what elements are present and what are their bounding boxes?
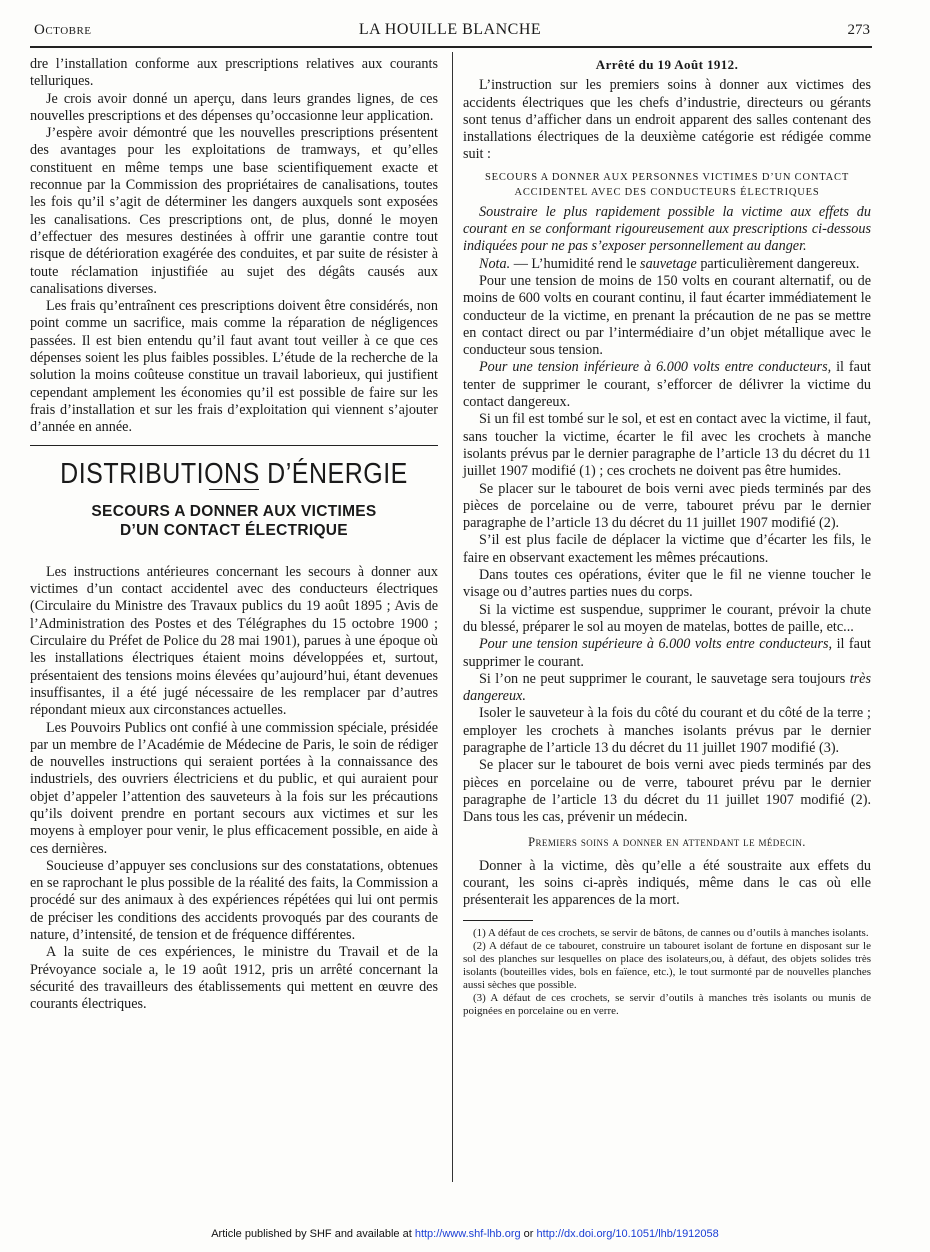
paragraph: Se placer sur le tabouret de bois verni avec pieds terminés par des pièces en porcelaine ou de verre, tabouret prévu par le dernier paragraphe de l’article 13 du décret du 11 juillet 1907 modifié (2). Dans tous les cas, prévenir un médecin. xyxy=(463,757,871,826)
heading-line: SECOURS A DONNER AUX PERSONNES VICTIMES D’UN CONTACT xyxy=(484,171,850,183)
paragraph xyxy=(463,359,871,411)
publication-footer xyxy=(0,1228,930,1240)
paragraph: dre l’installation conforme aux prescriptions relatives aux courants telluriques. xyxy=(30,56,438,90)
footnote: (3) A défaut de ces crochets, se servir d’outils à manches très isolants ou munis de poignées en porcelaine ou en verre. xyxy=(463,991,871,1017)
nota-paragraph xyxy=(463,256,871,273)
text: il faut supprimer le courant. xyxy=(463,636,871,670)
running-header xyxy=(30,20,870,42)
emphasis: Pour une tension inférieure à 6.000 volts entre conducteurs, xyxy=(479,359,832,376)
instruction-heading xyxy=(463,170,871,200)
nota-text: — L’humidité rend le xyxy=(510,255,641,272)
paragraph: J’espère avoir démontré que les nouvelles prescriptions présentent des avantages pour les exploitations de tramways, et qu’elles constituent en même temps une base scientifiquement exacte et reconnue par la Commission des propriétaires de canalisations, toutes les fois qu’il s’agit de déterminer les dangers auxquels sont exposées les canalisations. Ces prescriptions ont, de plus, donné le moyen d’effectuer des mesures destinées à offrir une garantie contre tout risque de détérioration exagérée des conduites, et par suite de résister à toute réclamation injustifiée au sujet des dégâts causés aux canalisations diverses. xyxy=(30,125,438,297)
paragraph: A la suite de ces expériences, le ministre du Travail et de la Prévoyance sociale a, le 19 août 1912, pris un arrêté concernant la sécurité des travailleurs des établissements qui mettent en œuvre des courants électriques. xyxy=(30,944,438,1013)
header-rule xyxy=(30,46,872,48)
text: Si l’on ne peut supprimer le courant, le sauvetage sera toujours xyxy=(479,670,850,687)
paragraph: Pour une tension de moins de 150 volts en courant alternatif, ou de moins de 600 volts en courant continu, il faut écarter immédiatement le conducteur de la victime, en prenant la précaution de ne pas se mettre en contact direct ou par l’intermédiaire d’un objet métallique avec le conducteur sous tension. xyxy=(463,272,871,359)
footnote: (1) A défaut de ces crochets, se servir de bâtons, de cannes ou d’outils à manches isolants. xyxy=(473,926,869,939)
text: il faut tenter de supprimer le courant, s’efforcer de délivrer la victime du contact dangereux. xyxy=(463,359,871,411)
paragraph: Si la victime est suspendue, supprimer le courant, prévoir la chute du blessé, préparer le sol au moyen de matelas, bottes de paille, etc... xyxy=(463,601,871,635)
emphasis: Pour une tension supérieure à 6.000 volts entre conducteurs, xyxy=(479,636,833,653)
article-end-rule xyxy=(30,445,438,446)
subtitle-line: D’UN CONTACT ÉLECTRIQUE xyxy=(120,521,348,539)
paragraph: Les Pouvoirs Publics ont confié à une commission spéciale, présidée par un membre de l’Académie de Médecine de Paris, le soin de rédiger de nouvelles instructions qui seraient portées à la connaissance des industriels, des ouvriers électriciens et du public, et qui auraient pour objet d’appeler l’attention des sauveteurs à la fois sur les précautions qu’ils doivent prendre en portant secours aux victimes et sur les moyens à employer pour venir, le plus efficacement possible, en aide à ces dernières. xyxy=(30,719,438,857)
footer-text: or xyxy=(520,1228,537,1240)
footer-text: Article published by SHF and available at xyxy=(211,1228,415,1240)
paragraph: Les instructions antérieures concernant les secours à donner aux victimes d’un contact accidentel avec des conducteurs électriques (Circulaire du Ministre des Travaux publics du 19 août 1895 ; Avis de l’Administration des Postes et des Télégraphes du 15 octobre 1900 ; Circulaire du Préfet de Police du 28 mai 1901), parues à une époque où les installations électriques étaient moins développées et, surtout, présentaient des tensions moins élevées qu’aujourd’hui, étant devenues insuffisantes, il a été jugé nécessaire de les remplacer par d’autres répondant mieux aux circonstances actuelles. xyxy=(30,563,438,719)
header-month: Octobre xyxy=(34,22,92,38)
paragraph: Donner à la victime, dès qu’elle a été soustraite aux effets du courant, les soins ci-après indiqués, même dans le cas où elle présenterait les apparences de la mort. xyxy=(463,857,871,909)
italic-instruction: Soustraire le plus rapidement possible la victime aux effets du courant en se conformant rigoureusement aux prescriptions ci-dessous indiquées pour ne pas s’exposer personnellement au danger. xyxy=(463,203,871,255)
paragraph: Je crois avoir donné un aperçu, dans leurs grandes lignes, de ces nouvelles prescriptions et des dépenses qu’occasionne leur application. xyxy=(30,90,438,124)
paragraph: Isoler le sauveteur à la fois du côté du courant et du côté de la terre ; employer les crochets à manches isolants prévus par le dernier paragraphe de l’article 13 du décret du 11 juillet 1907 modifié (3). xyxy=(463,705,871,756)
section-title: DISTRIBUTIONS D’ÉNERGIE xyxy=(60,457,408,490)
paragraph: Dans toutes ces opérations, éviter que le fil ne vienne toucher le visage ou d’autres parties nues du corps. xyxy=(463,567,871,601)
article-subtitle xyxy=(30,502,438,540)
left-column xyxy=(30,56,438,1014)
emphasis: très dangereux. xyxy=(463,670,871,705)
footnote-rule xyxy=(463,920,533,921)
nota-emphasis: sauvetage xyxy=(640,255,697,272)
paragraph: Les frais qu’entraînent ces prescriptions doivent être considérés, non point comme un sacrifice, mais comme la réparation de négligences passées. Il est bien entendu qu’il faut avant tout veiller à ce que ces dépenses soient les plus faibles possibles. L’étude de la recherche de la solution la moins coûteuse constitue un travail laborieux, qui justifient cependant amplement les économies qu’il est possible de faire sur les frais d’installation et sur les frais d’exploitation qui viennent s’ajouter d’année en année. xyxy=(30,298,438,436)
paragraph: S’il est plus facile de déplacer la victime que d’écarter les fils, le faire en observant exactement les mêmes précautions. xyxy=(463,532,871,566)
shf-link[interactable]: http://www.shf-lhb.org xyxy=(414,1228,521,1240)
paragraph: L’instruction sur les premiers soins à donner aux victimes des accidents électriques que les chefs d’industrie, directeurs ou gérants sont tenus d’afficher dans un endroit apparent des salles contenant des installations électriques de la deuxième catégorie est rédigée comme suit : xyxy=(463,77,871,163)
paragraph: Si un fil est tombé sur le sol, et est en contact avec la victime, il faut, sans toucher la victime, écarter le fil avec les crochets à manche isolants prévus par le dernier paragraphe de l’article 13 du décret du 11 juillet 1907 modifié (1) ; ces crochets ne doivent pas être humides. xyxy=(463,411,871,480)
heading-line: ACCIDENTEL AVEC DES CONDUCTEURS ÉLECTRIQUES xyxy=(514,186,820,198)
paragraph xyxy=(463,636,871,671)
first-aid-heading: Premiers soins a donner en attendant le médecin. xyxy=(528,835,806,850)
doi-link[interactable]: http://dx.doi.org/10.1051/lhb/1912058 xyxy=(536,1228,719,1240)
right-column xyxy=(463,56,871,1018)
column-divider xyxy=(452,52,453,1182)
paragraph: Se placer sur le tabouret de bois verni avec pieds terminés par des pièces de porcelaine ou de verre, tabouret prévu par le dernier paragraphe de l’article 13 du décret du 11 juillet 1907 modifié (2). xyxy=(463,480,871,532)
paragraph: Soucieuse d’appuyer ses conclusions sur des constatations, obtenues en se raprochant le plus possible de la réalité des faits, la Commission a procédé sur des animaux à des expériences répétées qui lui ont permis de préciser les conditions des accidents provoqués par des courants de nature, d’intensité, de tension et de fréquence différentes. xyxy=(30,857,438,944)
paragraph xyxy=(463,671,871,706)
journal-title: LA HOUILLE BLANCHE xyxy=(358,21,542,38)
page-number: 273 xyxy=(847,22,870,38)
nota-label: Nota. xyxy=(479,255,511,272)
decree-title: Arrêté du 19 Août 1912. xyxy=(595,57,739,72)
subtitle-line: SECOURS A DONNER AUX VICTIMES xyxy=(91,502,377,520)
nota-text: particulièrement dangereux. xyxy=(696,255,860,272)
footnote: (2) A défaut de ce tabouret, construire un tabouret isolant de fortune en disposant sur le sol des planches sur lesquelles on place des isolateurs,ou, à défaut, des objets solides très isolants (bouteilles vides, bols en faïence, etc.), le tout surmonté par de nouvelles planches aussi sèches que possible. xyxy=(463,939,871,991)
